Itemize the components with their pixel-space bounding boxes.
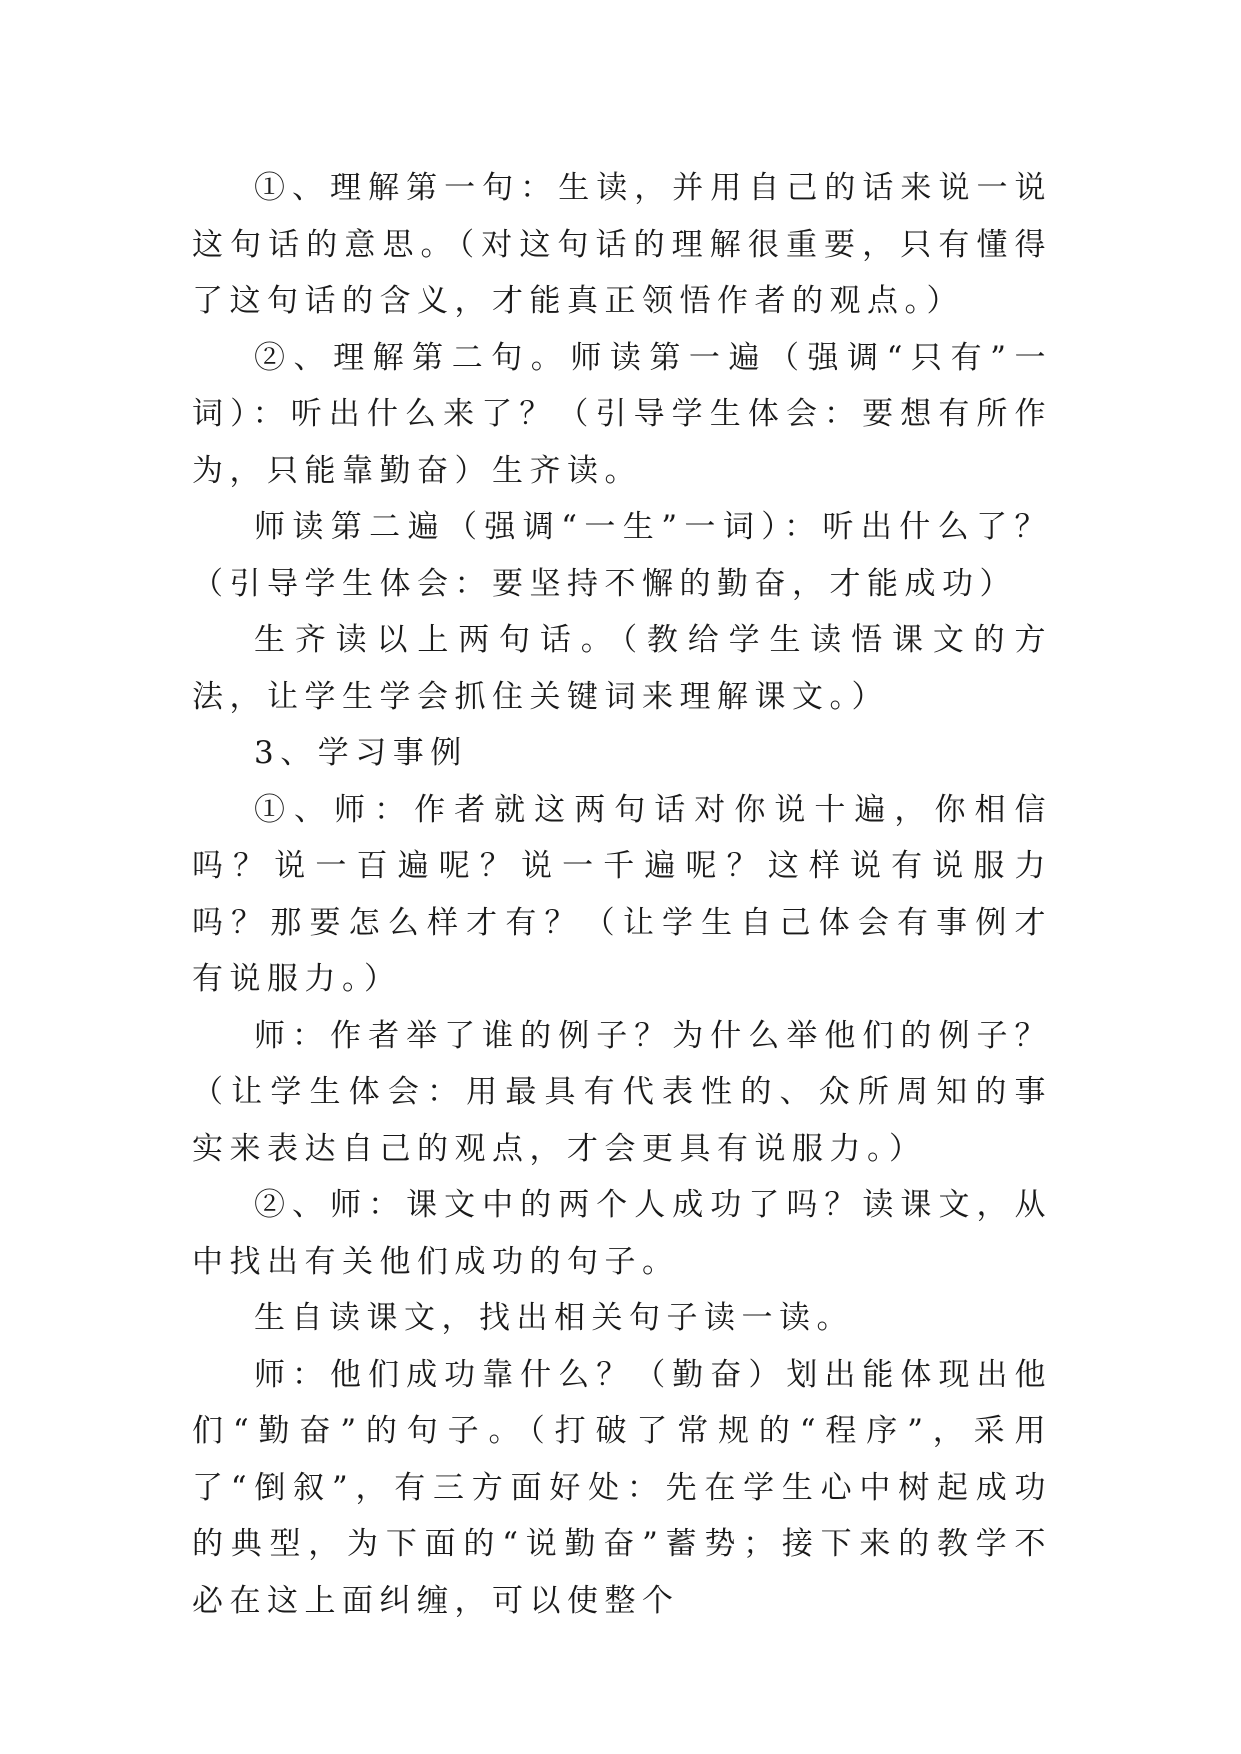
paragraph-persuasion-question: ①、师：作者就这两句话对你说十遍，你相信吗？说一百遍呢？说一千遍呢？这样说有说服力吗？那要怎么样才有？（让学生自己体会有事例才有说服力。） [192,791,1052,997]
paragraph-understand-second-sentence: ②、理解第二句。师读第一遍（强调“只有”一词）：听出什么来了？（引导学生体会：要想有所作为，只能靠勤奋）生齐读。 [192,339,1052,489]
paragraph-teacher-second-reading: 师读第二遍（强调“一生”一词）：听出什么了？（引导学生体会：要坚持不懈的勤奋，才能成功） [192,509,1052,602]
paragraph-understand-first-sentence: ①、理解第一句：生读，并用自己的话来说一说这句话的意思。（对这句话的理解很重要，只有懂得了这句话的含义，才能真正领悟作者的观点。） [192,170,1052,319]
section-heading-study-examples: 3、学习事例 [254,735,468,771]
paragraph-success-question: ②、师：课文中的两个人成功了吗？读课文，从中找出有关他们成功的句子。 [192,1187,1052,1280]
paragraph-diligence-analysis: 师：他们成功靠什么？（勤奋）划出能体现出他们“勤奋”的句子。（打破了常规的“程序”，采用了“倒叙”，有三方面好处：先在学生心中树起成功的典型，为下面的“说勤奋”蓄势；接下来的教学不必在这上面纠缠，可以使整个 [192,1356,1052,1619]
paragraph-self-reading: 生自读课文，找出相关句子读一读。 [254,1300,854,1336]
document-body [192,160,1052,1629]
paragraph-read-together: 生齐读以上两句话。（教给学生读悟课文的方法，让学生学会抓住关键词来理解课文。） [192,622,1052,715]
paragraph-examples-question: 师：作者举了谁的例子？为什么举他们的例子？（让学生体会：用最具有代表性的、众所周知的事实来表达自己的观点，才会更具有说服力。） [192,1017,1052,1167]
